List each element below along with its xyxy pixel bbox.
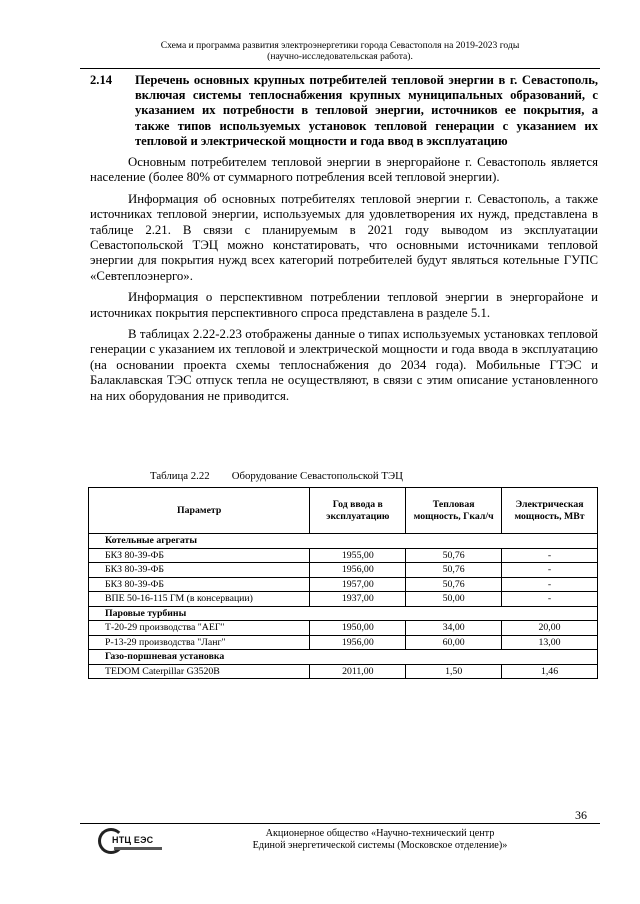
cell-electric: - xyxy=(502,592,598,607)
cell-thermal: 60,00 xyxy=(406,635,502,650)
cell-electric: 20,00 xyxy=(502,621,598,636)
header-thermal: Тепловая мощность, Гкал/ч xyxy=(406,488,502,534)
footer-divider xyxy=(80,823,600,824)
page-header xyxy=(80,40,600,62)
cell-electric: - xyxy=(502,548,598,563)
group-label: Паровые турбины xyxy=(89,606,598,621)
page-footer xyxy=(200,828,560,852)
cell-thermal: 1,50 xyxy=(406,664,502,679)
cell-year: 2011,00 xyxy=(310,664,406,679)
cell-name: TEDOM Caterpillar G3520B xyxy=(89,664,310,679)
cell-year: 1950,00 xyxy=(310,621,406,636)
logo-tagline-bar xyxy=(114,847,162,850)
cell-electric: 1,46 xyxy=(502,664,598,679)
cell-name: Т-20-29 производства "АЕГ" xyxy=(89,621,310,636)
cell-thermal: 50,00 xyxy=(406,592,502,607)
section-title: Перечень основных крупных потребителей тепловой энергии в г. Севастополь, включая системы теплоснабжения крупных муниципальных образований, с указанием их потребности в тепловой энергии, источников ее покрытия, а также типов используемых установок тепловой генерации с указанием их тепловой и электрической мощности и года ввод в эксплуатацию xyxy=(135,73,598,148)
equipment-table xyxy=(88,487,598,679)
cell-electric: - xyxy=(502,577,598,592)
table-row xyxy=(89,577,598,592)
cell-year: 1957,00 xyxy=(310,577,406,592)
paragraph-2: Информация об основных потребителях тепловой энергии г. Севастополь, а также источниках тепловой энергии, используемых для удовлетворения их нужд, представлена в таблице 2.21. В связи с планируемым в 2021 году выводом из эксплуатации Севастопольской ТЭЦ можно констатировать, что основными источниками тепловой энергии для покрытия нужд всех категорий потребителей будут являться котельные ГУПС «Севтеплоэнерго». xyxy=(90,191,598,283)
header-divider xyxy=(80,68,600,69)
table-group-row xyxy=(89,534,598,549)
table-caption-number: Таблица 2.22 xyxy=(150,470,210,482)
group-label: Газо-поршневая установка xyxy=(89,650,598,665)
footer-line-1: Акционерное общество «Научно-технический центр xyxy=(265,828,495,839)
section-2-14 xyxy=(90,73,598,404)
cell-name: БКЗ 80-39-ФБ xyxy=(89,563,310,578)
group-label: Котельные агрегаты xyxy=(89,534,598,549)
cell-year: 1956,00 xyxy=(310,635,406,650)
header-param: Параметр xyxy=(89,488,310,534)
cell-year: 1937,00 xyxy=(310,592,406,607)
section-number: 2.14 xyxy=(90,73,113,87)
cell-name: БКЗ 80-39-ФБ xyxy=(89,577,310,592)
table-caption-title: Оборудование Севастопольской ТЭЦ xyxy=(231,470,403,482)
header-year: Год ввода в эксплуатацию xyxy=(310,488,406,534)
footer-line-2: Единой энергетической системы (Московское отделение)» xyxy=(252,840,508,851)
paragraph-4: В таблицах 2.22-2.23 отображены данные о типах используемых установках тепловой генерации с указанием их тепловой и электрической мощности и года ввода в эксплуатацию (на основании проекта схемы теплоснабжения до 2034 года). Мобильные ГТЭС и Балаклавская ТЭС отпуск тепла не осуществляют, в связи с этим описание установленного на них оборудования не приводится. xyxy=(90,327,598,403)
table-group-row xyxy=(89,650,598,665)
cell-electric: - xyxy=(502,563,598,578)
cell-thermal: 50,76 xyxy=(406,548,502,563)
page-number: 36 xyxy=(575,808,587,822)
table-header-row xyxy=(89,488,598,534)
cell-thermal: 34,00 xyxy=(406,621,502,636)
cell-electric: 13,00 xyxy=(502,635,598,650)
header-line-1: Схема и программа развития электроэнергетики города Севастополя на 2019-2023 годы xyxy=(160,40,520,51)
logo-abbreviation: НТЦ ЕЭС xyxy=(112,835,154,845)
header-electric: Электрическая мощность, МВт xyxy=(502,488,598,534)
section-heading xyxy=(90,73,598,149)
table-row xyxy=(89,592,598,607)
table-row xyxy=(89,563,598,578)
table-row xyxy=(89,635,598,650)
cell-thermal: 50,76 xyxy=(406,577,502,592)
table-row xyxy=(89,548,598,563)
table-row xyxy=(89,621,598,636)
cell-year: 1956,00 xyxy=(310,563,406,578)
cell-name: ВПЕ 50-16-115 ГМ (в консервации) xyxy=(89,592,310,607)
cell-name: БКЗ 80-39-ФБ xyxy=(89,548,310,563)
table-row xyxy=(89,664,598,679)
header-line-2: (научно-исследовательская работа). xyxy=(267,51,413,62)
cell-thermal: 50,76 xyxy=(406,563,502,578)
paragraph-1: Основным потребителем тепловой энергии в энергорайоне г. Севастополь является население (более 80% от суммарного потребления всей тепловой энергии). xyxy=(90,155,598,185)
table-group-row xyxy=(89,606,598,621)
table-caption xyxy=(150,470,403,482)
cell-year: 1955,00 xyxy=(310,548,406,563)
paragraph-3: Информация о перспективном потреблении тепловой энергии в энергорайоне и источниках покрытия перспективного спроса представлена в разделе 5.1. xyxy=(90,290,598,320)
cell-name: Р-13-29 производства "Ланг" xyxy=(89,635,310,650)
company-logo xyxy=(98,826,158,866)
